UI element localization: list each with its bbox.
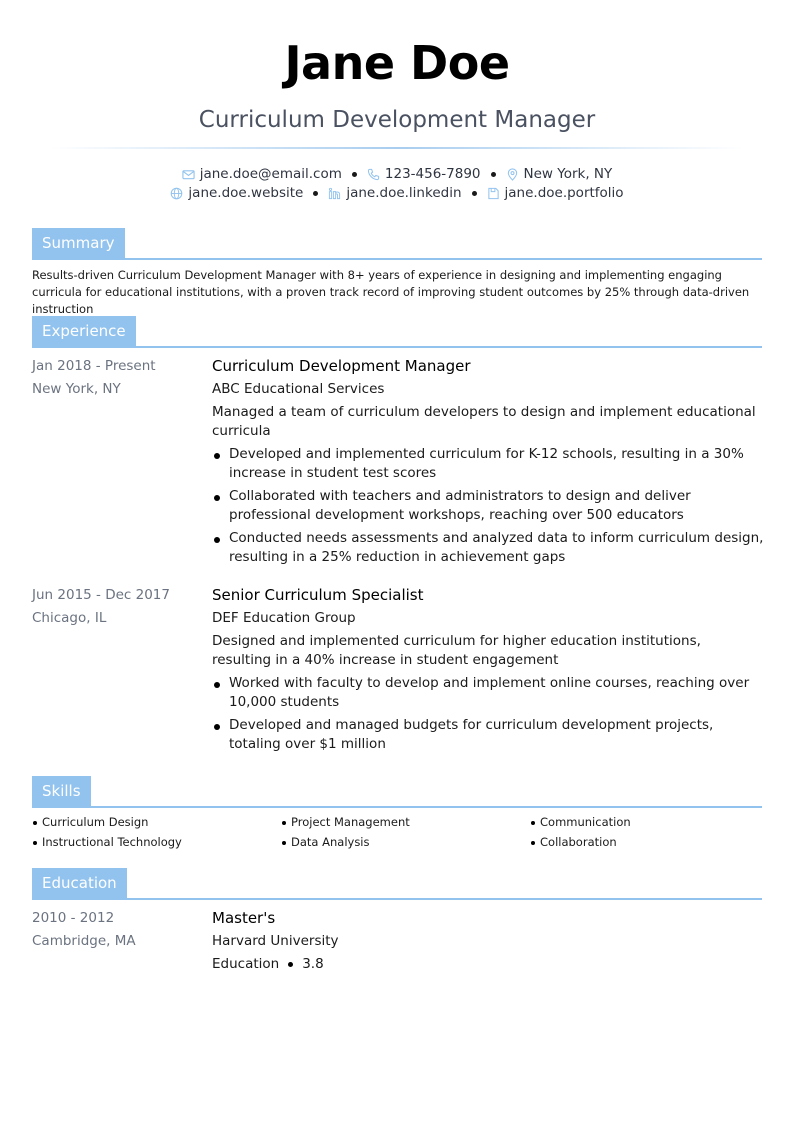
experience-section-header (32, 316, 762, 348)
section-divider (32, 898, 762, 900)
school: Harvard University (212, 933, 339, 949)
phone-text: 123-456-7890 (384, 166, 481, 182)
skills-heading: Skills (32, 776, 91, 806)
list-item: Conducted needs assessments and analyzed data to inform curriculum design, resulting in a 25% reduction in achievement gaps (212, 529, 764, 567)
list-item: Worked with faculty to develop and implement online courses, reaching over 10,000 students (212, 674, 764, 712)
list-item: Developed and implemented curriculum for K-12 schools, resulting in a 30% increase in student test scores (212, 445, 764, 483)
contact-email[interactable] (182, 166, 342, 182)
linkedin-text: jane.doe.linkedin (346, 185, 462, 201)
summary-heading: Summary (32, 228, 125, 258)
separator-dot (472, 191, 477, 196)
job-role: Curriculum Development Manager (212, 357, 471, 375)
skills-list (32, 814, 762, 851)
website-text: jane.doe.website (188, 185, 304, 201)
education-section-header (32, 868, 762, 900)
job-description: Designed and implemented curriculum for higher education institutions, resulting in a 40% increase in student engagement (212, 633, 701, 668)
location-text: New York, NY (523, 166, 613, 182)
contact-row-1 (0, 166, 794, 182)
job-bullets (212, 674, 764, 754)
job-company: DEF Education Group (212, 610, 356, 626)
job-details (212, 356, 764, 571)
gpa: 3.8 (302, 956, 324, 972)
section-divider (32, 806, 762, 808)
job-location: Chicago, IL (32, 610, 107, 626)
section-divider (32, 346, 762, 348)
skill-item: Curriculum Design (32, 814, 281, 831)
section-divider (32, 258, 762, 260)
portfolio-text: jane.doe.portfolio (504, 185, 624, 201)
contact-row-2 (0, 185, 794, 201)
skills-section-header (32, 776, 762, 808)
job-company: ABC Educational Services (212, 381, 385, 397)
location-pin-icon (506, 168, 519, 181)
job-bullets (212, 445, 764, 567)
portfolio-icon (487, 187, 500, 200)
job-date: Jun 2015 - Dec 2017 (32, 587, 170, 603)
contact-phone[interactable] (367, 166, 481, 182)
skill-item: Collaboration (530, 834, 762, 851)
contact-linkedin[interactable] (328, 185, 461, 201)
job-title: Curriculum Development Manager (198, 107, 596, 133)
summary-section-header (32, 228, 762, 260)
separator-dot (288, 962, 293, 967)
contact-website[interactable] (170, 185, 303, 201)
separator-dot (313, 191, 318, 196)
job-location: New York, NY (32, 381, 121, 397)
mail-icon (182, 168, 195, 181)
summary-text: Results-driven Curriculum Development Manager with 8+ years of experience in designing and implementing engaging curricula for educational institutions, with a proven track record of improving student outcomes by 25% through data-driven instruction (32, 268, 750, 316)
education-details (212, 908, 764, 974)
degree: Master's (212, 909, 276, 927)
skill-item: Data Analysis (281, 834, 530, 851)
education-date: 2010 - 2012 (32, 910, 115, 926)
title-divider (50, 147, 744, 149)
job-date: Jan 2018 - Present (32, 358, 156, 374)
skill-item: Project Management (281, 814, 530, 831)
education-heading: Education (32, 868, 127, 898)
job-role: Senior Curriculum Specialist (212, 586, 424, 604)
experience-heading: Experience (32, 316, 136, 346)
globe-icon (170, 187, 183, 200)
skill-item: Communication (530, 814, 762, 831)
separator-dot (491, 172, 496, 177)
education-field-gpa (212, 955, 764, 974)
candidate-name: Jane Doe (284, 36, 510, 90)
linkedin-icon (328, 187, 341, 200)
separator-dot (352, 172, 357, 177)
list-item: Developed and managed budgets for curriculum development projects, totaling over $1 million (212, 716, 764, 754)
contact-location (506, 166, 613, 182)
email-text: jane.doe@email.com (199, 166, 342, 182)
job-details (212, 585, 764, 758)
job-description: Managed a team of curriculum developers to design and implement educational curricula (212, 404, 756, 439)
education-location: Cambridge, MA (32, 933, 136, 949)
contact-portfolio[interactable] (487, 185, 624, 201)
skill-item: Instructional Technology (32, 834, 281, 851)
list-item: Collaborated with teachers and administrators to design and deliver professional development workshops, reaching over 500 educators (212, 487, 764, 525)
field-of-study: Education (212, 956, 280, 972)
phone-icon (367, 168, 380, 181)
